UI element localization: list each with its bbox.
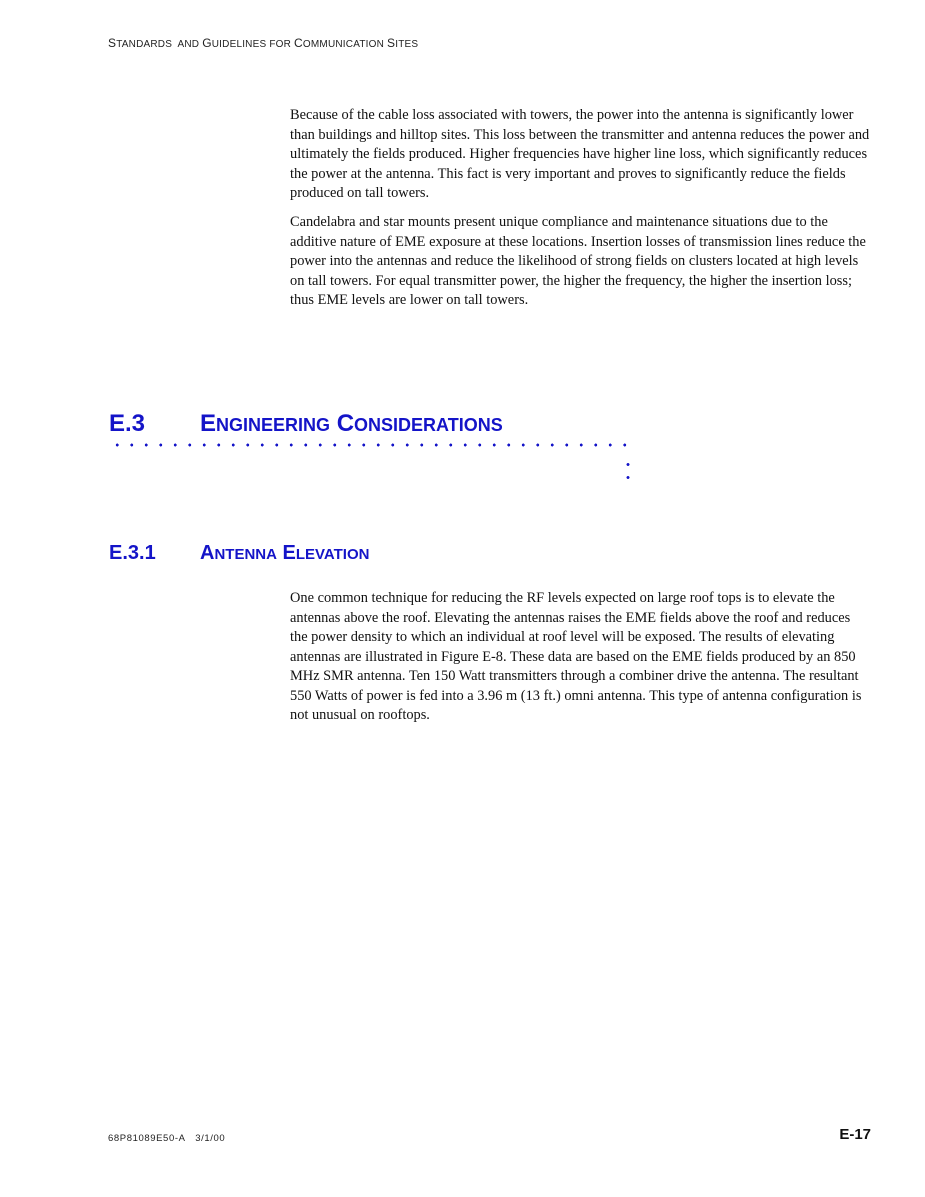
title-initial: A	[200, 542, 215, 564]
footer-document-id	[108, 1133, 225, 1144]
title-initial: C	[336, 410, 355, 437]
header-initial: S	[108, 36, 117, 50]
dotted-divider-vertical	[626, 458, 630, 484]
header-word: OMMUNICATION	[302, 39, 385, 50]
body-paragraph-tower-cable-loss: Because of the cable loss associated with towers, the power into the antenna is significantly lower than buildings and hilltop sites. This loss between the transmitter and antenna reduces the power and ultimately the fields produced. Higher frequencies have higher line loss, which significantly reduces the power at the antenna. This fact is very important and proves to significantly reduce the fields produced on tall towers.	[290, 107, 870, 201]
body-paragraph-candelabra-mounts: Candelabra and star mounts present unique compliance and maintenance situations due to the additive nature of EME exposure at these locations. Insertion losses of transmission lines reduce the power into the antennas and reduce the likelihood of strong fields on clusters located at high levels on tall towers. For equal transmitter power, the higher the frequency, the higher the insertion loss; thus EME levels are lower on tall towers.	[290, 214, 866, 308]
header-word: AND	[177, 39, 200, 50]
title-initial: E	[282, 542, 296, 564]
dotted-divider	[110, 443, 632, 447]
section-title-engineering-considerations	[200, 410, 503, 438]
header-word: ITES	[395, 39, 419, 50]
title-word: ONSIDERATIONS	[354, 415, 503, 435]
title-word: LEVATION	[295, 546, 370, 563]
title-initial: E	[200, 410, 217, 437]
header-initial: C	[294, 36, 303, 50]
section-number-e3: E.3	[109, 410, 146, 437]
header-initial: S	[387, 36, 396, 50]
header-initial: G	[202, 36, 212, 50]
section-number-e31: E.3.1	[109, 542, 156, 564]
doc-number: 68P81089E50-A	[108, 1133, 186, 1144]
header-word: TANDARDS	[116, 39, 173, 50]
running-header	[108, 36, 418, 50]
title-word: NGINEERING	[216, 415, 331, 435]
page-number: E-17	[839, 1126, 871, 1143]
body-paragraph-antenna-elevation: One common technique for reducing the RF levels expected on large roof tops is to elevate the antennas above the roof. Elevating the antennas raises the EME fields above the roof and reduces the power density to which an individual at roof level will be exposed. The results of elevating antennas are illustrated in Figure E-8. These data are based on the EME fields produced by an 850 MHz SMR antenna. Ten 150 Watt transmitters through a combiner drive the antenna. The resultant 550 Watts of power is fed into a 3.96 m (13 ft.) omni antenna. This type of antenna configuration is not unusual on rooftops.	[290, 590, 862, 723]
title-word: NTENNA	[214, 546, 277, 563]
doc-date: 3/1/00	[195, 1133, 226, 1144]
header-word: FOR	[269, 39, 292, 50]
header-word: UIDELINES	[211, 39, 267, 50]
section-title-antenna-elevation	[200, 542, 369, 565]
